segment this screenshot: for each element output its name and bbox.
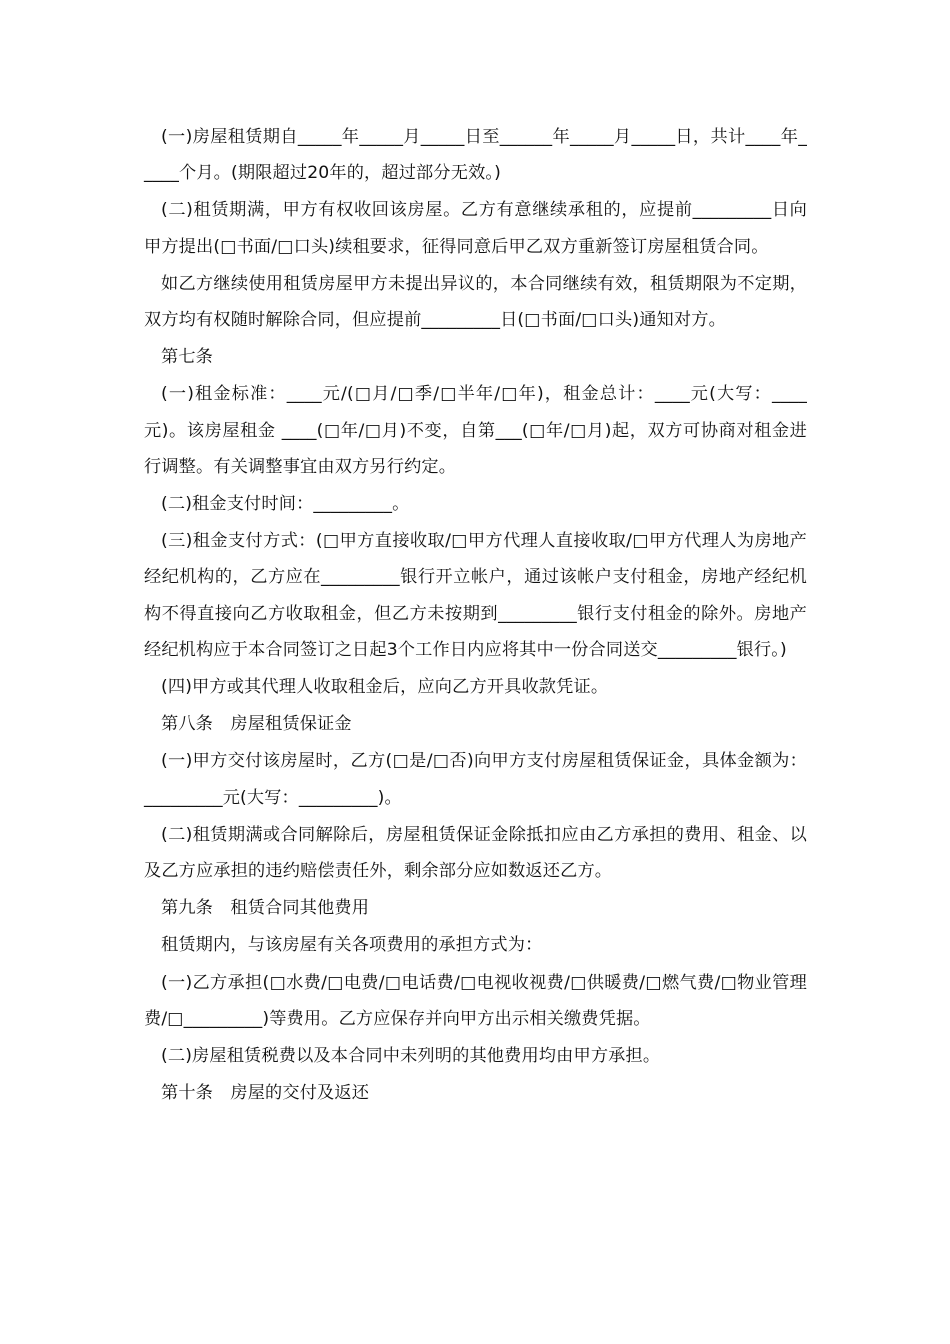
rent-standard-paragraph: (一)租金标准：____元/(□月/□季/□半年/□年)，租金总计：____元(大写：____元)。该房屋租金 ____(□年/□月)不变，自第___(□年/□月)起，双方可协商对租金进行调整。有关调整事宜由双方另行约定。: [144, 384, 807, 477]
tenant-fees-paragraph: (一)乙方承担(□水费/□电费/□电话费/□电视收视费/□供暖费/□燃气费/□物业管理费/□_________)等费用。乙方应保存并向甲方出示相关缴费凭据。: [144, 972, 807, 1029]
deposit-payment-paragraph: (一)甲方交付该房屋时，乙方(□是/□否)向甲方支付房屋租赁保证金，具体金额为：_________元(大写：_________)。: [144, 751, 807, 808]
article-10-heading: 第十条 房屋的交付及返还: [161, 1083, 370, 1104]
landlord-fees-paragraph: (二)房屋租赁税费以及本合同中未列明的其他费用均由甲方承担。: [161, 1046, 661, 1067]
other-fees-intro-paragraph: 租赁期内，与该房屋有关各项费用的承担方式为：: [161, 935, 543, 956]
article-8-heading: 第八条 房屋租赁保证金: [161, 714, 352, 735]
article-9-heading: 第九条 租赁合同其他费用: [161, 898, 370, 919]
indefinite-term-paragraph: 如乙方继续使用租赁房屋甲方未提出异议的，本合同继续有效，租赁期限为不定期，双方均有权随时解除合同，但应提前_________日(□书面/□口头)通知对方。: [144, 273, 807, 331]
lease-term-paragraph: (一)房屋租赁期自_____年_____月_____日至______年_____月_____日，共计____年_____个月。(期限超过20年的，超过部分无效。): [144, 127, 807, 184]
lease-renewal-paragraph: (二)租赁期满，甲方有权收回该房屋。乙方有意继续承租的，应提前_________日向甲方提出(□书面/□口头)续租要求，征得同意后甲乙双方重新签订房屋租赁合同。: [144, 200, 807, 257]
contract-body: [144, 119, 807, 1112]
rent-payment-method-paragraph: (三)租金支付方式：(□甲方直接收取/□甲方代理人直接收取/□甲方代理人为房地产经纪机构的，乙方应在_________银行开立帐户，通过该帐户支付租金，房地产经纪机构不得直接向乙方收取租金，但乙方未按期到_________银行支付租金的除外。房地产经纪机构应于本合同签订之日起3个工作日内应将其中一份合同送交_________银行。): [144, 531, 807, 660]
rent-payment-time-paragraph: (二)租金支付时间：_________。: [161, 494, 410, 515]
deposit-return-paragraph: (二)租赁期满或合同解除后，房屋租赁保证金除抵扣应由乙方承担的费用、租金、以及乙方应承担的违约赔偿责任外，剩余部分应如数返还乙方。: [144, 824, 807, 882]
rent-receipt-paragraph: (四)甲方或其代理人收取租金后，应向乙方开具收款凭证。: [161, 677, 609, 698]
article-7-heading: 第七条: [161, 347, 214, 368]
